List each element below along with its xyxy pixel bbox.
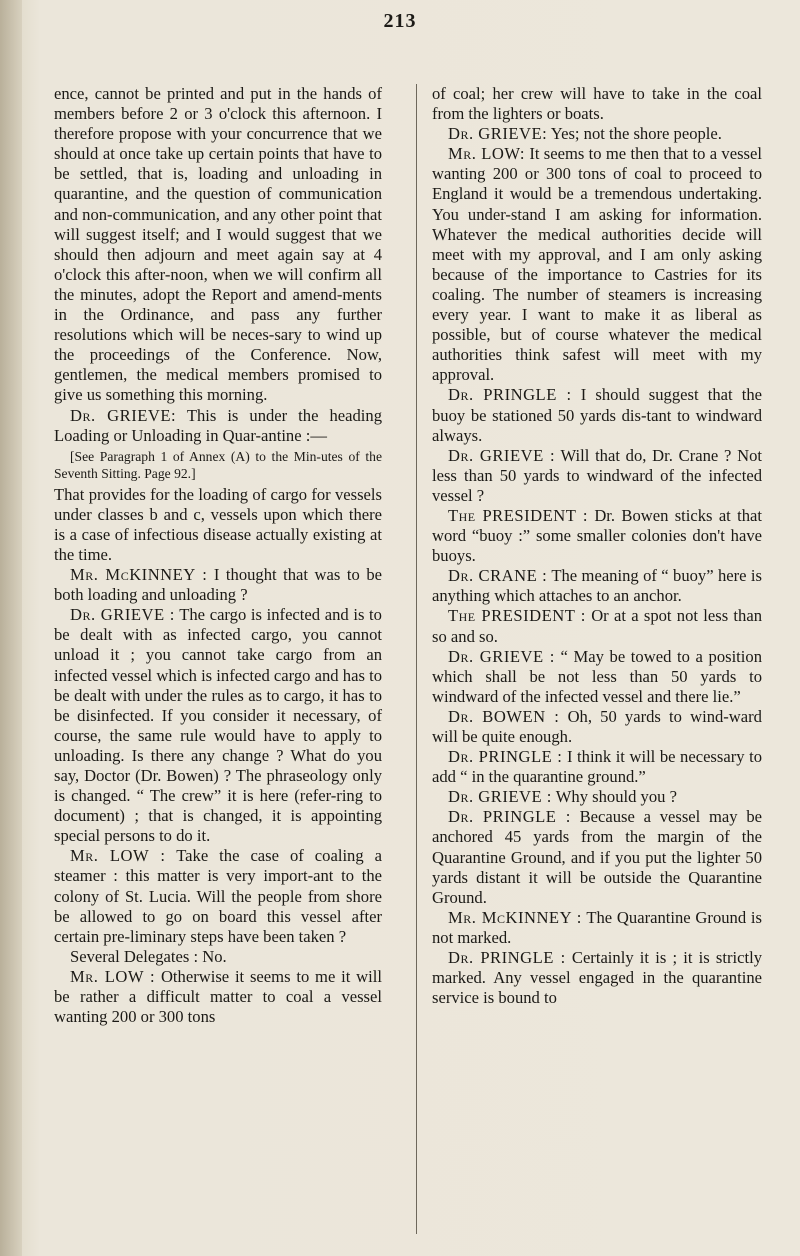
- speaker-name: Dr. PRINGLE :: [448, 747, 563, 767]
- speaker-name: Mr. McKINNEY :: [448, 907, 582, 927]
- paragraph: Mr. McKINNEY : The Quarantine Ground is not marked.: [432, 907, 762, 947]
- paragraph: Dr. GRIEVE : Why should you ?: [448, 787, 677, 807]
- reference-note: [See Paragraph 1 of Annex (A) to the Min-utes of the Seventh Sitting. Page 92.]: [54, 448, 382, 481]
- speaker-name: Mr. LOW:: [448, 144, 525, 164]
- speaker-name: Dr. PRINGLE :: [448, 807, 571, 827]
- speaker-name: Dr. GRIEVE :: [448, 787, 552, 807]
- paragraph: Dr. GRIEVE : Will that do, Dr. Crane ? Not less than 50 yards to windward of the infected vessel ?: [432, 445, 762, 505]
- speaker-name: The PRESIDENT :: [448, 505, 588, 525]
- paragraph: Dr. PRINGLE : Because a vessel may be anchored 45 yards from the margin of the Quarantine Ground, and if you put the lighter 50 yards distant it will be outside the Quarantine Ground.: [432, 807, 762, 907]
- speaker-name: Dr. PRINGLE :: [448, 385, 572, 405]
- speaker-name: Dr. PRINGLE :: [448, 948, 566, 968]
- paragraph: Mr. LOW: It seems to me then that to a vessel wanting 200 or 300 tons of coal to proceed to England it would be a tremendous undertaking. You under-stand I am asking for information. Whatever the medical authorities decide will meet with my approval, and I am only asking because of the importance to Castries for its coaling. The number of steamers is increasing every year. I want to make it as liberal as possible, but of course whatever the medical authorities think safest will meet with my approval.: [432, 144, 762, 385]
- paragraph: Dr. BOWEN : Oh, 50 yards to wind-ward will be quite enough.: [432, 706, 762, 746]
- paragraph: of coal; her crew will have to take in the coal from the lighters or boats.: [432, 84, 762, 124]
- paragraph: That provides for the loading of cargo for vessels under classes b and c, vessels upon which there is a case of infectious disease actually existing at the time.: [54, 484, 382, 564]
- paragraph: Mr. LOW : Otherwise it seems to me it will be rather a difficult matter to coal a vessel wanting 200 or 300 tons: [54, 966, 382, 1027]
- paragraph: Dr. GRIEVE: Yes; not the shore people.: [448, 124, 722, 144]
- paragraph: Dr. GRIEVE: This is under the heading Loading or Unloading in Quar-antine :—: [54, 405, 382, 445]
- paragraph: Dr. PRINGLE : I should suggest that the buoy be stationed 50 yards dis-tant to windward always.: [432, 385, 763, 445]
- paragraph: Mr. McKINNEY : I thought that was to be both loading and unloading ?: [54, 565, 382, 605]
- paragraph: Mr. LOW : Take the case of coaling a steamer : this matter is very import-ant to the colony of St. Lucia. Will the people from shore be allowed to go on board this vessel after certain pre-liminary steps have been taken ?: [54, 846, 382, 946]
- paragraph: Dr. GRIEVE : The cargo is infected and is to be dealt with as infected cargo, you cannot unload it ; you cannot take cargo from an infected vessel which is infected cargo and has to be dealt with under the rules as to cargo, it has to be disinfected. If you consider it necessary, of course, the same rule would have to apply to unloading. Is there any change ? What do you say, Doctor (Dr. Bowen) ? The phraseology only is changed. “ The crew” it is here (refer-ring to document) ; that is changed, it is appointing special persons to do it.: [54, 605, 382, 846]
- left-column: [54, 84, 382, 1027]
- page-binding-shadow: [0, 0, 22, 1256]
- speaker-name: Dr. GRIEVE:: [448, 124, 548, 144]
- speaker-name: Mr. LOW :: [70, 966, 156, 986]
- speaker-name: The PRESIDENT :: [448, 606, 586, 626]
- speaker-name: Dr. GRIEVE :: [448, 646, 555, 666]
- paragraph: The PRESIDENT : Dr. Bowen sticks at that word “buoy :” some smaller colonies don't have buoys.: [432, 505, 762, 566]
- speaker-name: Dr. GRIEVE :: [448, 445, 556, 465]
- speaker-name: Dr. CRANE :: [448, 566, 548, 586]
- speaker-name: Dr. GRIEVE :: [70, 605, 175, 625]
- paragraph: ence, cannot be printed and put in the hands of members before 2 or 3 o'clock this afternoon. I therefore propose with your concurrence that we should at once take up certain points that have to be settled, that is, loading and unloading in quarantine, and the question of communication and non-communication, and any other point that will suggest itself; and I would suggest that we should then adjourn and meet again say at 4 o'clock this after-noon, when we will confirm all the minutes, adopt the Report and amend-ments in the Ordinance, and pass any further resolutions which will be neces-sary to wind up the proceedings of the Conference. Now, gentlemen, the medical members promised to give us something this morning.: [54, 84, 382, 405]
- paragraph: Dr. GRIEVE : “ May be towed to a position which shall be not less than 50 yards to windward of the infected vessel and there lie.”: [432, 646, 762, 706]
- paragraph: The PRESIDENT : Or at a spot not less than so and so.: [432, 606, 762, 646]
- speaker-name: Mr. McKINNEY :: [70, 565, 208, 585]
- paragraph: Several Delegates : No.: [70, 946, 227, 966]
- speaker-name: Dr. GRIEVE:: [70, 405, 177, 425]
- paragraph: Dr. PRINGLE : Certainly it is ; it is strictly marked. Any vessel engaged in the quarantine service is bound to: [432, 948, 762, 1008]
- speaker-name: Mr. LOW :: [70, 846, 166, 866]
- paragraph: Dr. PRINGLE : I think it will be necessary to add “ in the quarantine ground.”: [432, 747, 762, 787]
- paragraph: Dr. CRANE : The meaning of “ buoy” here is anything which attaches to an anchor.: [432, 566, 762, 606]
- speaker-name: Dr. BOWEN :: [448, 706, 560, 726]
- column-divider: [416, 84, 417, 1234]
- right-column: [432, 84, 762, 1008]
- page-number: 213: [383, 10, 417, 32]
